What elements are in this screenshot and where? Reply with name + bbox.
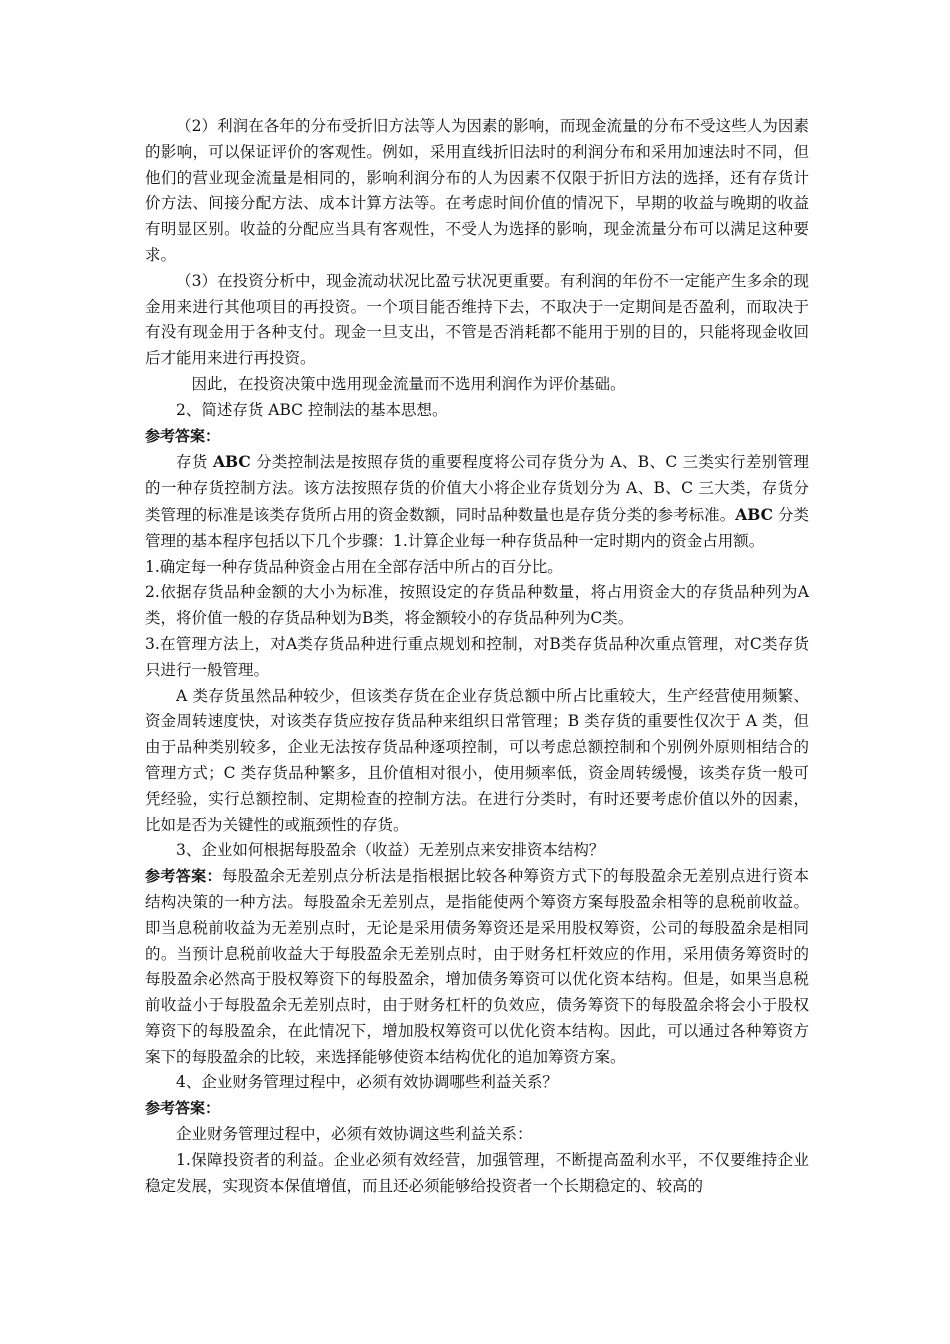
paragraph-point-2: （2）利润在各年的分布受折旧方法等人为因素的影响，而现金流量的分布不受这些人为因素的影响，可以保证评价的客观性。例如，采用直线折旧法时的利润分布和采用加速法时不同，但他们的营业现金流量是相同的，影响利润分布的人为因素不仅限于折旧方法的选择，还有存货计价方法、间接分配方法、成本计算方法等。在考虑时间价值的情况下，早期的收益与晚期的收益有明显区别。收益的分配应当具有客观性，不受人为选择的影响，现金流量分布可以满足这种要求。 xyxy=(145,117,809,264)
answer-label: 参考答案： xyxy=(145,1099,221,1118)
answer-2-step-3: 3.在管理方法上，对A类存货品种进行重点规划和控制，对B类存货品种次重点管理，对C类存货只进行一般管理。 xyxy=(145,634,809,679)
answer-2-step-2: 2.依据存货品种金额的大小为标准，按照设定的存货品种数量，将占用资金大的存货品种列为A类，将价值一般的存货品种划为B类，将金额较小的存货品种列为C类。 xyxy=(145,583,809,628)
question-2: 2、简述存货 ABC 控制法的基本思想。 xyxy=(176,400,448,419)
answer-2-detail: A 类存货虽然品种较少，但该类存货在企业存货总额中所占比重较大，生产经营使用频繁、资金周转速度快，对该类存货应按存货品种来组织日常管理；B 类存货的重要性仅次于 A 类，但由于品种类别较多，企业无法按存货品种逐项控制，可以考虑总额控制和个别例外原则相结合的管理方式；C 类存货品种繁多，且价值相对很小，使用频率低，资金周转缓慢，该类存货一般可凭经验，实行总额控制、定期检查的控制方法。在进行分类时，有时还要考虑价值以外的因素，比如是否为关键性的或瓶颈性的存货。 xyxy=(145,686,809,834)
question-4: 4、企业财务管理过程中，必须有效协调哪些利益关系？ xyxy=(176,1073,558,1092)
answer-2-abc-a: ABC xyxy=(213,452,251,472)
answer-2-intro xyxy=(145,449,809,554)
answer-3 xyxy=(145,864,809,1070)
answer-2-abc-b: ABC xyxy=(735,504,773,524)
answer-2-text-b: 分类控制法是按照存货的重要程度将公司存货分为 A、B、C 三类实行差别管理的一种存货控制方法。该方法按照存货的价值大小将企业存货划分为 A、B、C 三大类，存货分类管理的标准是该类存货所占用的资金数额，同时品种数量也是存货分类的参考标准。 xyxy=(145,453,809,524)
answer-label-4 xyxy=(145,1096,809,1122)
answer-3-text: 每股盈余无差别点分析法是指根据比较各种筹资方式下的每股盈余无差别点进行资本结构决策的一种方法。每股盈余无差别点，是指能使两个筹资方案每股盈余相等的息税前收益。即当息税前收益为无差别点时，无论是采用债务筹资还是采用股权筹资，公司的每股盈余是相同的。当预计息税前收益大于每股盈余无差别点时，由于财务杠杆效应的作用，采用债务筹资时的每股盈余必然高于股权筹资下的每股盈余，增加债务筹资可以优化资本结构。但是，如果当息税前收益小于每股盈余无差别点时，由于财务杠杆的负效应，债务筹资下的每股盈余将会小于股权筹资下的每股盈余，在此情况下，增加股权筹资可以优化资本结构。因此，可以通过各种筹资方案下的每股盈余的比较，来选择能够使资本结构优化的追加筹资方案。 xyxy=(145,867,809,1066)
question-3: 3、企业如何根据每股盈余（收益）无差别点来安排资本结构？ xyxy=(176,841,605,860)
answer-2-text-a: 存货 xyxy=(176,453,214,472)
answer-4-item-1: 1.保障投资者的利益。企业必须有效经营，加强管理，不断提高盈利水平，不仅要维持企业稳定发展，实现资本保值增值，而且还必须能够给投资者一个长期稳定的、较高的 xyxy=(145,1150,809,1195)
answer-label-2 xyxy=(145,424,809,450)
paragraph-conclusion: 因此，在投资决策中选用现金流量而不选用利润作为评价基础。 xyxy=(191,374,626,393)
answer-2-step-1: 1.确定每一种存货品种资金占用在全部存活中所占的百分比。 xyxy=(145,557,563,576)
document-page xyxy=(145,114,809,1199)
answer-label: 参考答案： xyxy=(145,426,221,445)
answer-4-intro: 企业财务管理过程中，必须有效协调这些利益关系： xyxy=(176,1125,533,1144)
paragraph-point-3: （3）在投资分析中，现金流动状况比盈亏状况更重要。有利润的年份不一定能产生多余的现金用来进行其他项目的再投资。一个项目能否维持下去，不取决于一定期间是否盈利，而取决于有没有现金用于各种支付。现金一旦支出，不管是否消耗都不能用于别的目的，只能将现金收回后才能用来进行再投资。 xyxy=(145,271,809,368)
answer-label: 参考答案： xyxy=(145,867,222,886)
answer-2-text-c: 分类管理的基本程序包括以下几个步骤：1.计算企业每一种存货品种一定时期内的资金占用额。 xyxy=(145,505,809,550)
